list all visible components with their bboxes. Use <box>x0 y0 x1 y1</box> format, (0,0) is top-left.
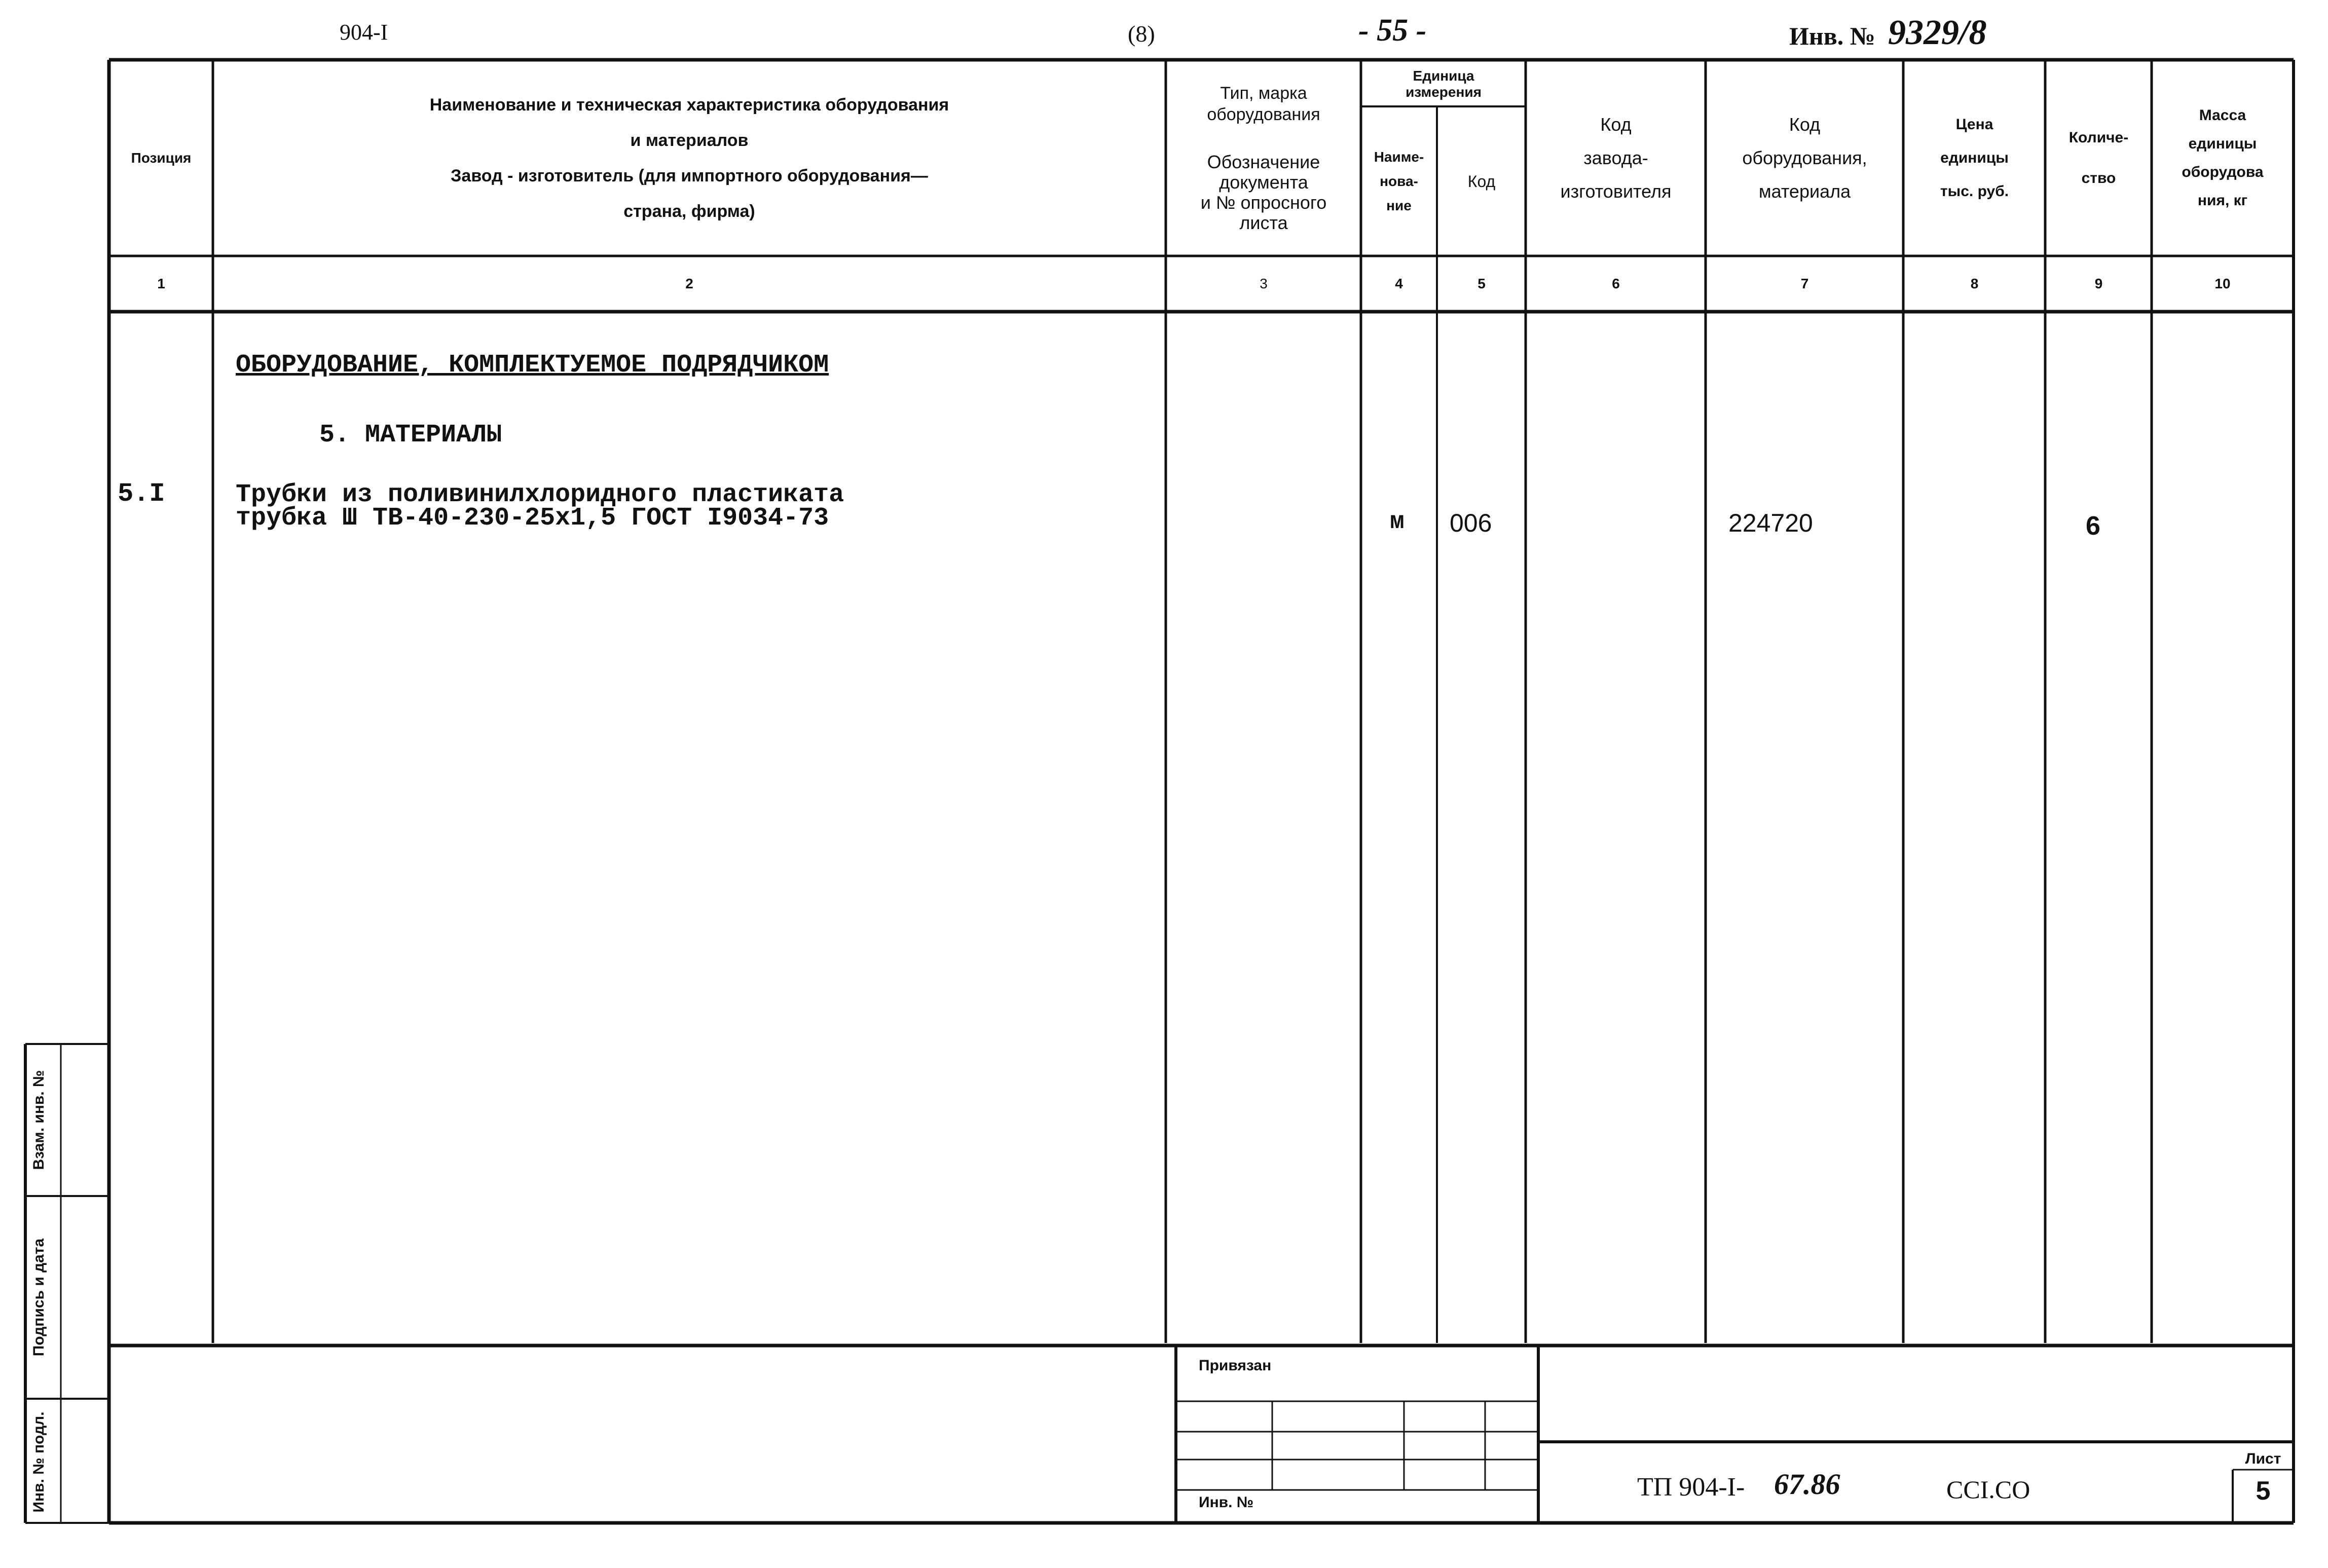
header-unit-price: Цена единицы тыс. руб. <box>1940 116 2009 200</box>
header-position: Позиция <box>131 150 192 166</box>
subsection-heading: 5. МАТЕРИАЛЫ <box>319 421 502 450</box>
header-unit: Единица измерения <box>1406 68 1482 100</box>
colnum-4: 4 <box>1395 276 1403 291</box>
doc-code: CCI.CO <box>1946 1475 2030 1504</box>
inventory-number: 9329/8 <box>1888 13 1987 52</box>
page-number: - 55 - <box>1358 13 1427 48</box>
header-unit-code: Код <box>1467 172 1496 191</box>
header-quantity: Количе- ство <box>2068 129 2129 186</box>
header-factory-code: Код завода- изготовителя <box>1560 114 1672 202</box>
series-number: 904-I <box>340 20 388 45</box>
header-document: Обозначение документа и № опросного листа <box>1200 152 1327 233</box>
colnum-6: 6 <box>1612 276 1620 291</box>
sheet-label: Лист <box>2245 1450 2281 1467</box>
row-unit-code: 006 <box>1450 509 1492 537</box>
stamp-inv-label: Инв. № <box>1199 1494 1254 1511</box>
row-name-line1: Трубки из поливинилхлоридного пластиката <box>236 480 844 509</box>
header-type-brand: Тип, марка оборудования <box>1207 84 1320 124</box>
colnum-3: 3 <box>1260 276 1268 291</box>
row-material-code: 224720 <box>1728 509 1813 537</box>
doc-number-handwritten: 67.86 <box>1774 1468 1840 1501</box>
sheet-number-parenthesized: (8) <box>1128 21 1155 47</box>
colnum-1: 1 <box>157 276 165 291</box>
colnum-7: 7 <box>1800 276 1809 291</box>
header-unit-mass: Масса единицы оборудова ния, кг <box>2182 107 2264 209</box>
header-material-code: Код оборудования, материала <box>1742 114 1867 202</box>
colnum-2: 2 <box>685 276 693 291</box>
colnum-8: 8 <box>1970 276 1979 291</box>
sheet-number: 5 <box>2256 1476 2271 1506</box>
header-name: Наименование и техническая характеристика оборудования и материалов Завод - изготовитель (для импортного оборудования— страна, фирма) <box>429 95 949 221</box>
header-unit-name: Наиме- нова- ние <box>1374 149 1424 213</box>
row-name-line2: трубка Ш ТВ-40-230-25х1,5 ГОСТ I9034-73 <box>236 504 829 533</box>
doc-prefix: ТП 904-I- <box>1637 1473 1745 1502</box>
side-label-podpis: Подпись и дата <box>30 1238 47 1357</box>
section-heading: ОБОРУДОВАНИЕ, КОМПЛЕКТУЕМОЕ ПОДРЯДЧИКОМ <box>236 351 829 380</box>
row-quantity: 6 <box>2086 511 2100 541</box>
colnum-10: 10 <box>2214 276 2231 291</box>
row-position: 5.I <box>118 479 165 509</box>
side-label-inv-podl: Инв. № подл. <box>30 1411 47 1513</box>
colnum-9: 9 <box>2094 276 2103 291</box>
inventory-label: Инв. № <box>1789 22 1875 50</box>
stamp-bound-label: Привязан <box>1199 1357 1272 1374</box>
side-label-vzam: Взам. инв. № <box>30 1070 47 1170</box>
row-unit-name: м <box>1390 508 1405 536</box>
colnum-5: 5 <box>1477 276 1486 291</box>
